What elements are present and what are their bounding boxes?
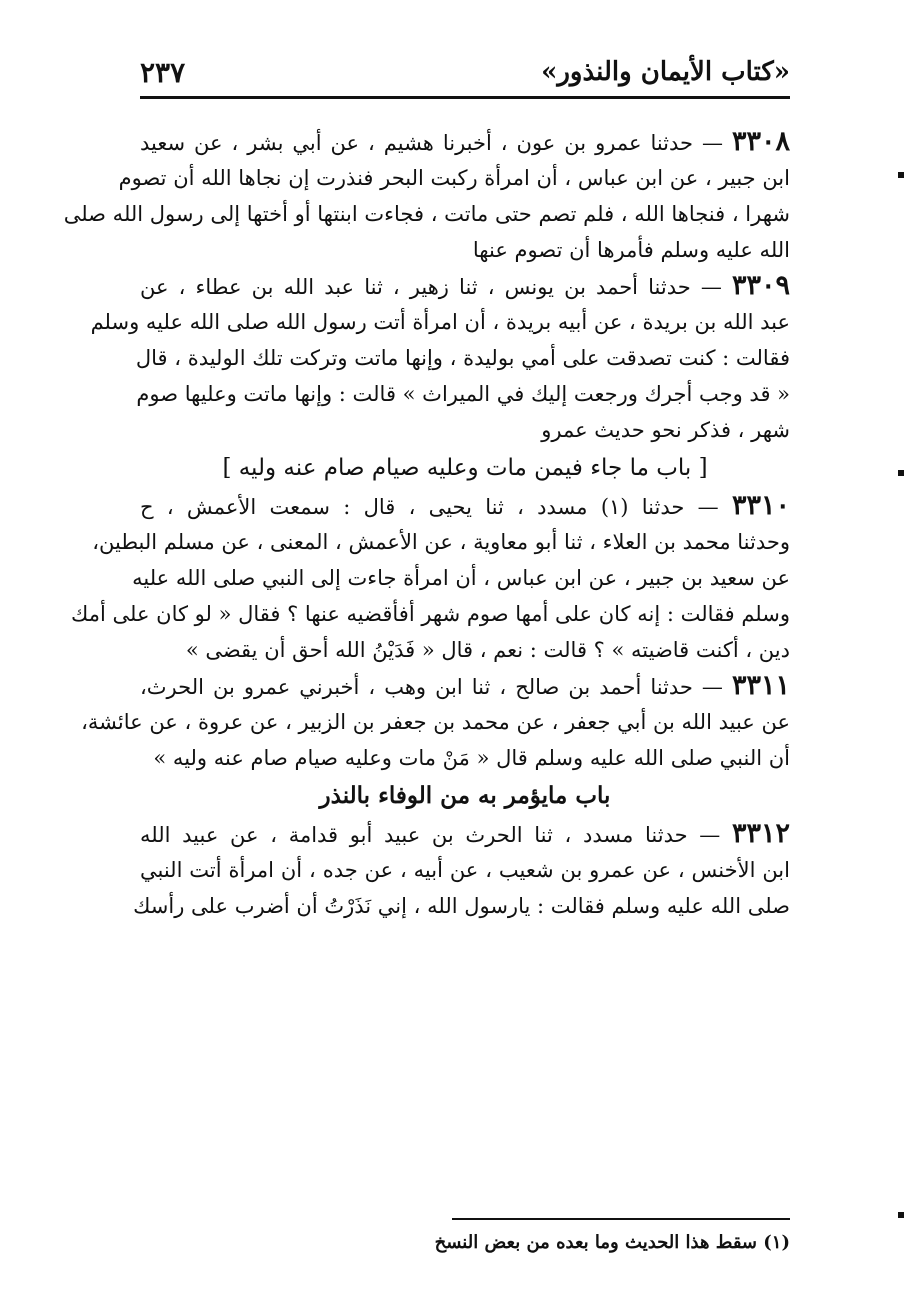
hadith-text-line: دين ، أكنت قاضيته » ؟ قالت : نعم ، قال « فَدَيْنُ الله أحق أن يقضى » (185, 638, 790, 662)
hadith-text-line: عن سعيد بن جبير ، عن ابن عباس ، أن امرأة جاءت إلى النبي صلى الله عليه (132, 566, 790, 590)
header-rule (140, 96, 790, 99)
hadith-number: ٣٣٠٨ (731, 126, 790, 157)
hadith-number: ٣٣٠٩ (731, 270, 790, 301)
hadith-text-line: — حدثنا عمرو بن عون ، أخبرنا هشيم ، عن أبي بشر ، عن سعيد (140, 131, 723, 155)
chapter-heading: [ باب ما جاء فيمن مات وعليه صيام صام عنه وليه ] (222, 455, 708, 481)
hadith-text-line: عن عبيد الله بن أبي جعفر ، عن محمد بن جعفر بن الزبير ، عن عروة ، عن عائشة، (81, 710, 790, 734)
hadith-text-line: — حدثنا أحمد بن يونس ، ثنا زهير ، ثنا عبد الله بن عطاء ، عن (140, 275, 722, 299)
chapter-heading: باب مايؤمر به من الوفاء بالنذر (319, 782, 611, 809)
hadith-number: ٣٣١٠ (731, 490, 790, 521)
hadith-3311 (81, 668, 790, 776)
hadith-3309 (90, 268, 790, 448)
running-title: «كتاب الأيمان والنذور» (541, 57, 790, 87)
hadith-text-line: وحدثنا محمد بن العلاء ، ثنا أبو معاوية ، عن الأعمش ، المعنى ، عن مسلم البطين، (92, 530, 790, 554)
hadith-text-line: شهرا ، فنجاها الله ، فلم تصم حتى ماتت ، فجاءت ابنتها أو أختها إلى رسول الله صلى (63, 202, 790, 226)
hadith-text-line: — حدثنا (١) مسدد ، ثنا يحيى ، قال : سمعت الأعمش ، ح (140, 495, 719, 519)
hadith-number: ٣٣١١ (731, 670, 790, 701)
hadith-3312 (133, 816, 790, 924)
footnote: (١) سقط هذا الحديث وما بعده من بعض النسخ (434, 1232, 790, 1253)
hadith-text-line: أن النبي صلى الله عليه وسلم قال « مَنْ مات وعليه صيام صام عنه وليه » (153, 746, 790, 770)
scan-edge-mark (898, 1212, 904, 1218)
hadith-text-line: الله عليه وسلم فأمرها أن تصوم عنها (472, 238, 790, 262)
hadith-text-line: ابن جبير ، عن ابن عباس ، أن امرأة ركبت البحر فنذرت إن نجاها الله أن تصوم (118, 166, 790, 190)
hadith-text-line: — حدثنا مسدد ، ثنا الحرث بن عبيد أبو قدامة ، عن عبيد الله (140, 823, 721, 847)
page-number: ٢٣٧ (140, 55, 186, 89)
hadith-3308 (63, 124, 790, 268)
hadith-text-line: صلى الله عليه وسلم فقالت : يارسول الله ، إني نَذَرْتُ أن أضرب على رأسك (133, 894, 790, 918)
footnote-rule (452, 1218, 790, 1220)
page-body (63, 124, 790, 924)
hadith-text-line: وسلم فقالت : إنه كان على أمها صوم شهر أفأقضيه عنها ؟ فقال « لو كان على أمك (71, 602, 790, 626)
page-header (140, 52, 790, 92)
hadith-text-line: « قد وجب أجرك ورجعت إليك في الميراث » قالت : وإنها ماتت وعليها صوم (136, 382, 790, 406)
hadith-text-line: فقالت : كنت تصدقت على أمي بوليدة ، وإنها ماتت وتركت تلك الوليدة ، قال (135, 346, 790, 370)
hadith-3310 (71, 488, 790, 668)
hadith-text-line: — حدثنا أحمد بن صالح ، ثنا ابن وهب ، أخبرني عمرو بن الحرث، (140, 675, 723, 699)
hadith-text-line: ابن الأخنس ، عن عمرو بن شعيب ، عن أبيه ، عن جده ، أن امرأة أتت النبي (140, 858, 790, 882)
hadith-text-line: عبد الله بن بريدة ، عن أبيه بريدة ، أن امرأة أتت رسول الله صلى الله عليه وسلم (90, 310, 790, 334)
hadith-number: ٣٣١٢ (731, 818, 790, 849)
hadith-text-line: شهر ، فذكر نحو حديث عمرو (541, 418, 790, 442)
scan-edge-mark (898, 470, 904, 476)
scan-edge-mark (898, 172, 904, 178)
